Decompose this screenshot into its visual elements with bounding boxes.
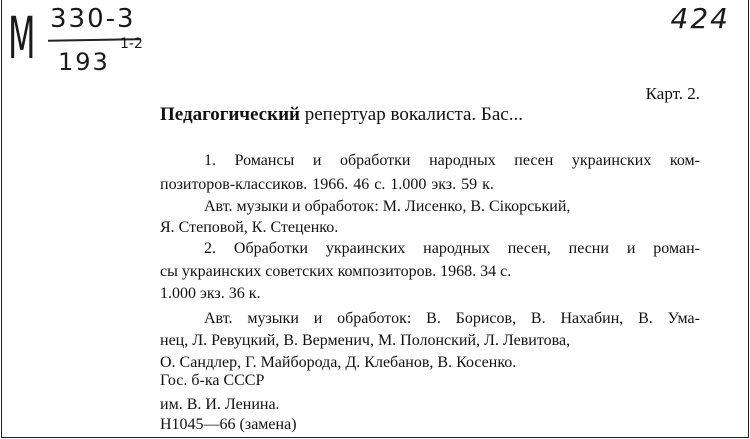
text-line: 1.000 экз. 36 к. (160, 285, 261, 302)
card-border (1, 0, 749, 438)
handwritten-number: 424 (670, 2, 730, 35)
text-line: 2. Обработки украинских народных песен, песни и роман- (204, 240, 700, 257)
text-line: Авт. музыки и обработок: В. Борисов, В. Нахабин, В. Ума- (204, 310, 700, 327)
title-rest: репертуар вокалиста. Бас... (299, 104, 523, 125)
text-line: Я. Степовой, К. Стеценко. (160, 219, 339, 236)
handwritten-code-bottom: 193 (58, 48, 110, 76)
card-number: Карт. 2. (645, 84, 700, 103)
text-line: позиторов-классиков. 1966. 46 с. 1.000 экз. 59 к. (160, 176, 494, 193)
title-bold: Педагогический (160, 104, 300, 125)
card-title (160, 104, 523, 126)
library-code: Н1045—66 (замена) (160, 416, 297, 433)
handwritten-letter: M (8, 4, 35, 72)
text-line: нец, Л. Ревуцкий, В. Верменич, М. Полонский, Л. Левитова, (160, 332, 571, 349)
library-subname: им. В. И. Ленина. (160, 396, 280, 413)
text-line: О. Сандлер, Г. Майборода, Д. Клебанов, В. Косенко. (160, 354, 517, 371)
library-name: Гос. б-ка СССР (160, 372, 265, 389)
handwritten-code-top: 330-3 (50, 4, 136, 34)
handwritten-code-superscript: 1-2 (120, 36, 143, 52)
text-line: Авт. музыки и обработок: М. Лисенко, В. Сікорський, (204, 198, 571, 215)
text-line: сы украинских советских композиторов. 1968. 34 с. (160, 263, 512, 280)
text-line: 1. Романсы и обработки народных песен украинских ком- (204, 152, 700, 169)
